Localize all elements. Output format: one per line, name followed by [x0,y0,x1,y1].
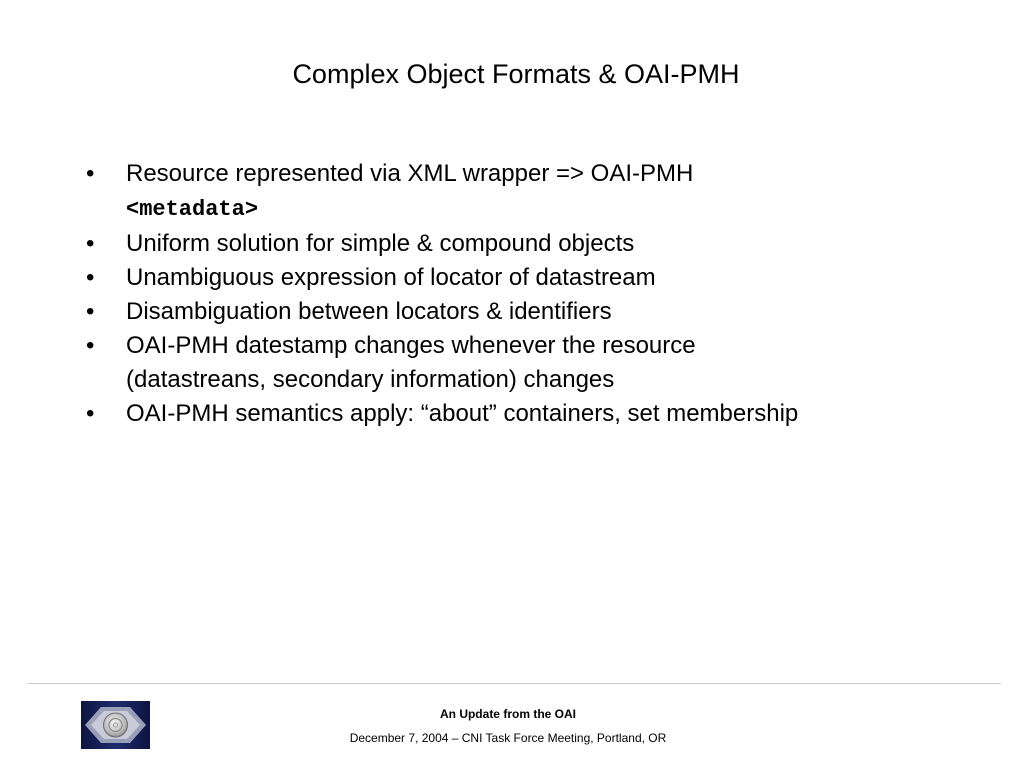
bullet-dot-icon: • [86,230,95,257]
bullet-text: Uniform solution for simple & compound objects [126,230,635,257]
bullet-item-semantics [86,397,986,431]
footer-subtitle: December 7, 2004 – CNI Task Force Meeting, Portland, OR [349,731,667,745]
bullet-dot-icon: • [86,400,95,427]
bullet-dot-icon: • [86,298,95,325]
bullet-text: Disambiguation between locators & identifiers [126,298,612,325]
bullet-text: OAI-PMH semantics apply: “about” containers, set membership [126,400,799,427]
footer-divider [28,683,1001,684]
bullet-dot-icon: • [86,332,95,359]
bullet-dot-icon: • [86,264,95,291]
bullet-item-xml-wrapper [86,157,986,227]
bullet-text: Resource represented via XML wrapper => OAI-PMH [126,160,694,187]
footer-title: An Update from the OAI [439,707,576,721]
metadata-code-text: <metadata> [126,197,259,222]
bullet-text-continuation: (datastreans, secondary information) changes [126,366,615,393]
bullet-item-unambiguous-locator [86,261,986,295]
bullet-item-disambiguation [86,295,986,329]
bullet-text: OAI-PMH datestamp changes whenever the resource [126,332,696,359]
bullet-dot-icon: • [86,160,95,187]
bullet-text: Unambiguous expression of locator of datastream [126,264,656,291]
bullet-list [86,157,986,431]
slide-title: Complex Object Formats & OAI-PMH [292,59,740,89]
bullet-item-datestamp [86,329,986,397]
bullet-item-uniform-solution [86,227,986,261]
